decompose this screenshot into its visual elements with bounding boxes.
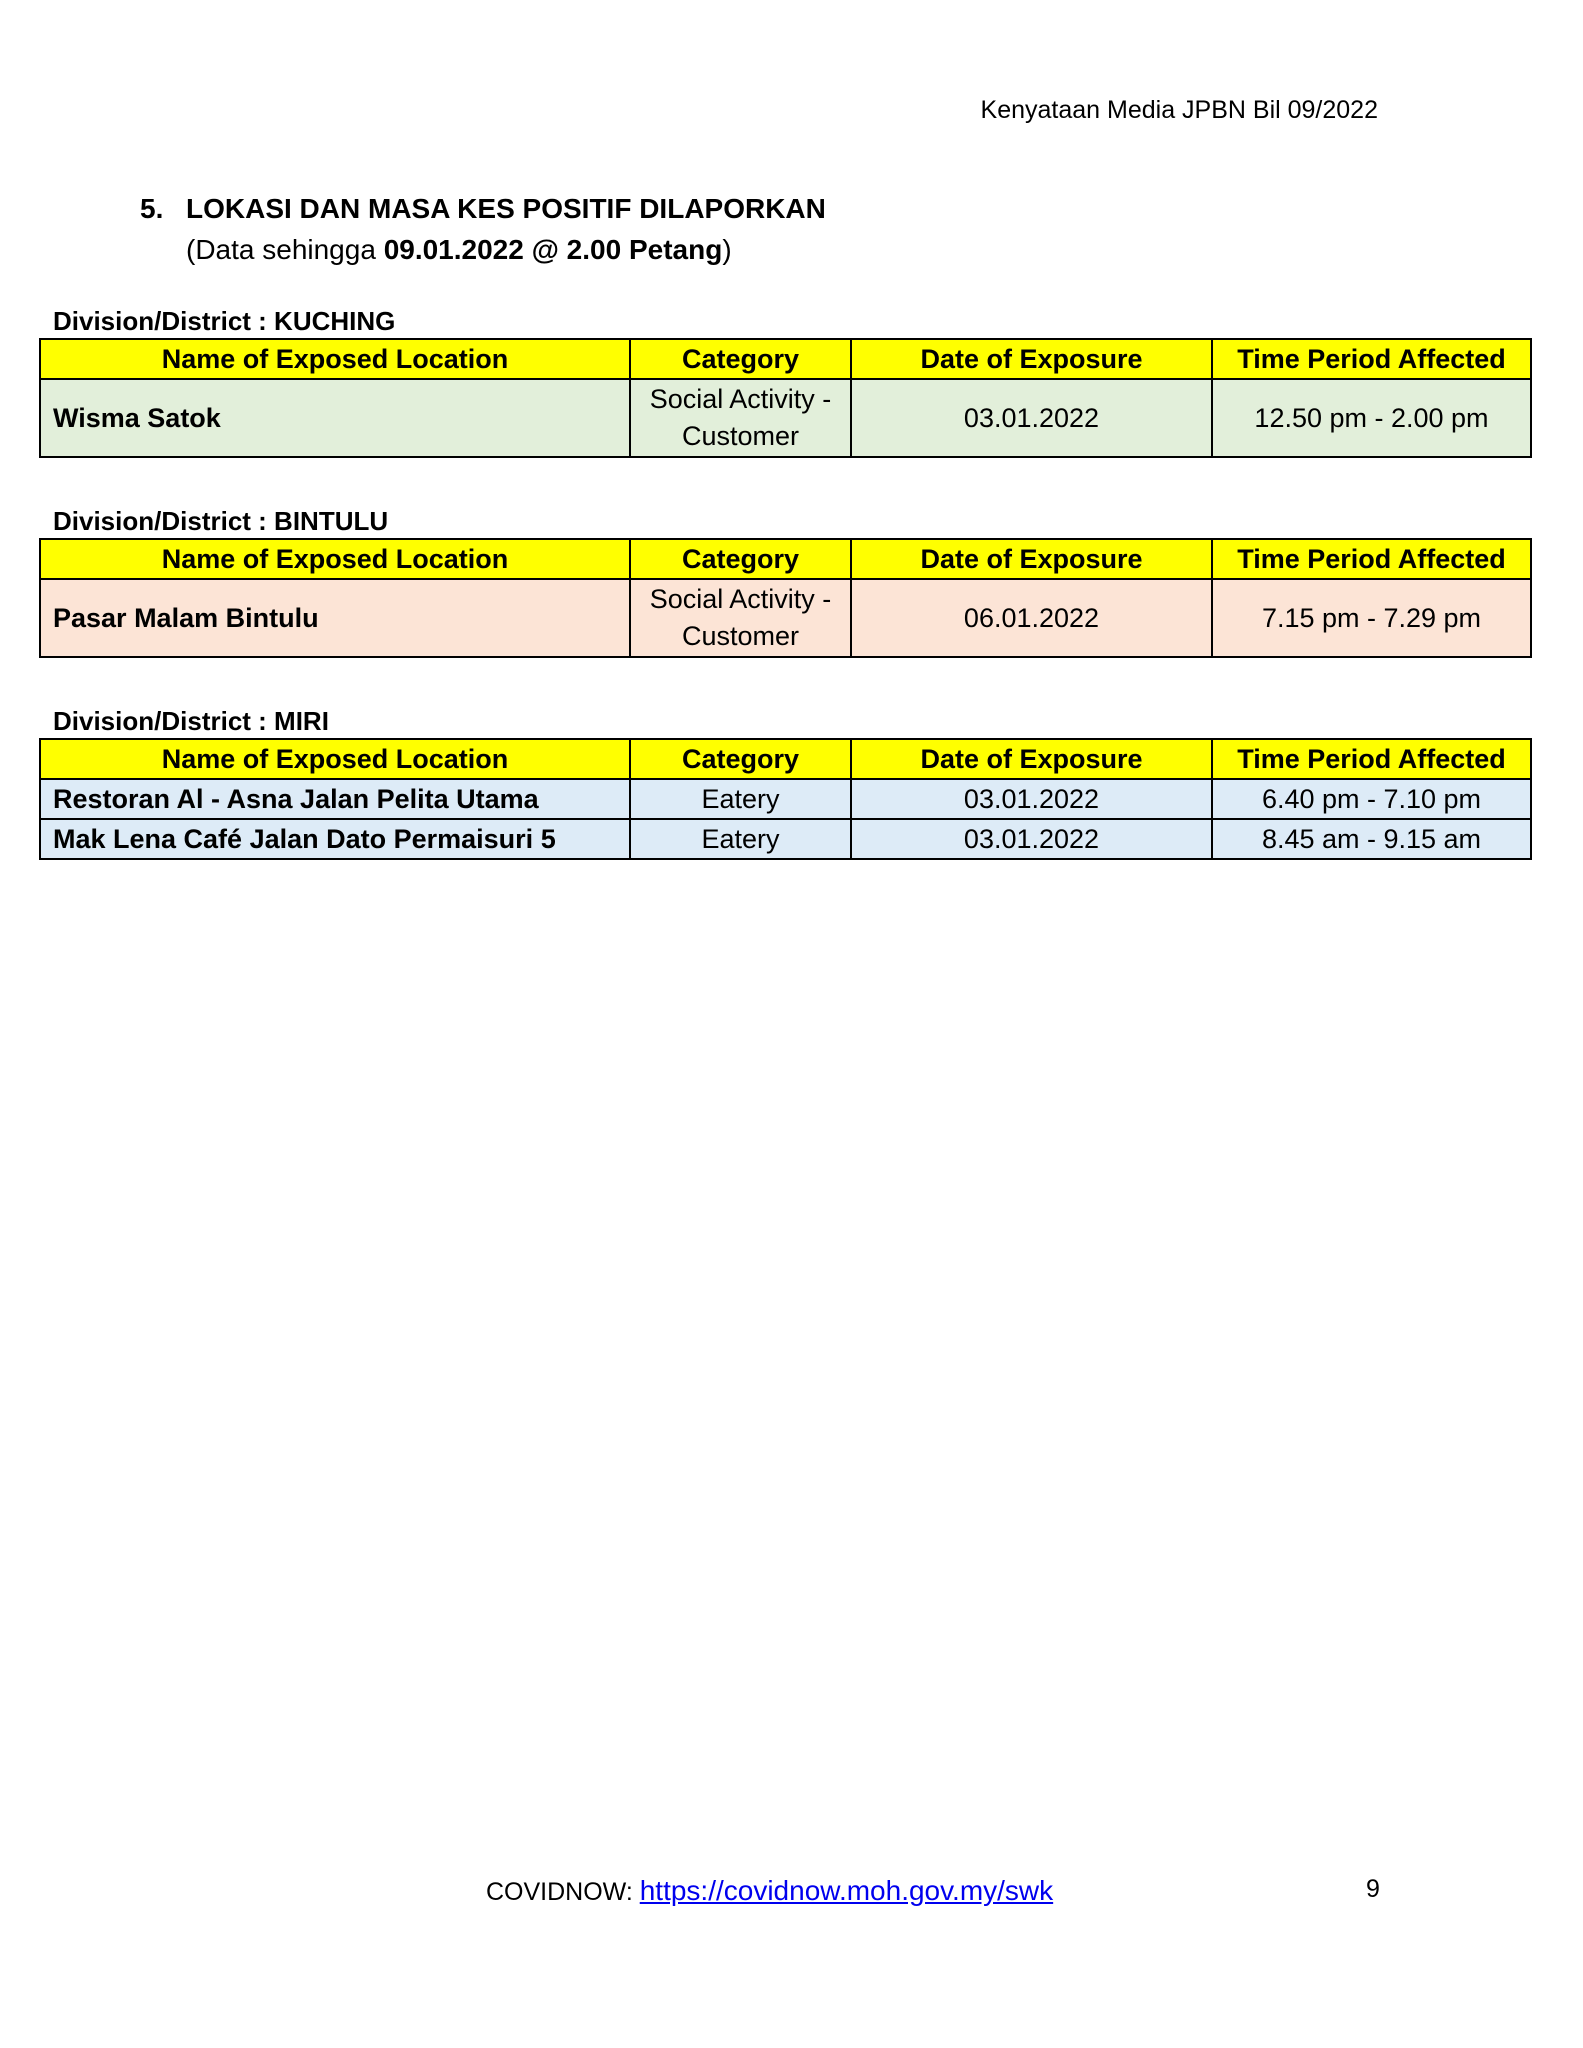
section-number: 5. [140, 193, 164, 224]
cell-date: 03.01.2022 [851, 379, 1212, 457]
col-header-time: Time Period Affected [1212, 539, 1531, 579]
district-label: Division/District : BINTULU [53, 506, 389, 536]
cell-category: Social Activity - Customer [630, 379, 851, 457]
col-header-time: Time Period Affected [1212, 739, 1531, 779]
exposure-table [39, 738, 1532, 860]
exposure-table [39, 338, 1532, 458]
cell-category: Eatery [630, 779, 851, 819]
table-header-row [40, 539, 1531, 579]
table-row [40, 819, 1531, 859]
cell-time: 8.45 am - 9.15 am [1212, 819, 1531, 859]
cell-time: 6.40 pm - 7.10 pm [1212, 779, 1531, 819]
district-miri [39, 704, 1530, 860]
cell-time: 12.50 pm - 2.00 pm [1212, 379, 1531, 457]
col-header-category: Category [630, 339, 851, 379]
district-label: Division/District : KUCHING [53, 306, 396, 336]
data-cutoff-suffix: ) [722, 234, 732, 265]
col-header-category: Category [630, 739, 851, 779]
footer-label: COVIDNOW: [486, 1878, 640, 1906]
cell-date: 03.01.2022 [851, 819, 1212, 859]
col-header-location: Name of Exposed Location [40, 739, 630, 779]
cell-location: Restoran Al - Asna Jalan Pelita Utama [40, 779, 630, 819]
col-header-category: Category [630, 539, 851, 579]
section-title: LOKASI DAN MASA KES POSITIF DILAPORKAN [186, 193, 826, 224]
table-header-row [40, 739, 1531, 779]
table-header-row [40, 339, 1531, 379]
cell-location: Mak Lena Café Jalan Dato Permaisuri 5 [40, 819, 630, 859]
covidnow-link[interactable]: https://covidnow.moh.gov.my/swk [639, 1875, 1054, 1906]
cell-location: Pasar Malam Bintulu [40, 579, 630, 657]
document-reference: Kenyataan Media JPBN Bil 09/2022 [980, 96, 1378, 124]
page-number: 9 [1366, 1875, 1380, 1903]
district-bintulu [39, 504, 1530, 658]
data-cutoff-prefix: (Data sehingga [186, 234, 384, 265]
district-kuching [39, 304, 1530, 458]
section-heading [140, 193, 826, 225]
footer [486, 1875, 1053, 1907]
col-header-location: Name of Exposed Location [40, 539, 630, 579]
col-header-location: Name of Exposed Location [40, 339, 630, 379]
col-header-date: Date of Exposure [851, 539, 1212, 579]
cell-time: 7.15 pm - 7.29 pm [1212, 579, 1531, 657]
table-row [40, 579, 1531, 657]
district-label: Division/District : MIRI [53, 706, 329, 736]
col-header-date: Date of Exposure [851, 339, 1212, 379]
table-row [40, 379, 1531, 457]
exposure-table [39, 538, 1532, 658]
col-header-date: Date of Exposure [851, 739, 1212, 779]
data-cutoff-date: 09.01.2022 @ 2.00 Petang [383, 234, 723, 265]
table-row [40, 779, 1531, 819]
data-cutoff-note [186, 234, 732, 266]
cell-category: Eatery [630, 819, 851, 859]
cell-date: 06.01.2022 [851, 579, 1212, 657]
cell-location: Wisma Satok [40, 379, 630, 457]
cell-category: Social Activity - Customer [630, 579, 851, 657]
col-header-time: Time Period Affected [1212, 339, 1531, 379]
cell-date: 03.01.2022 [851, 779, 1212, 819]
